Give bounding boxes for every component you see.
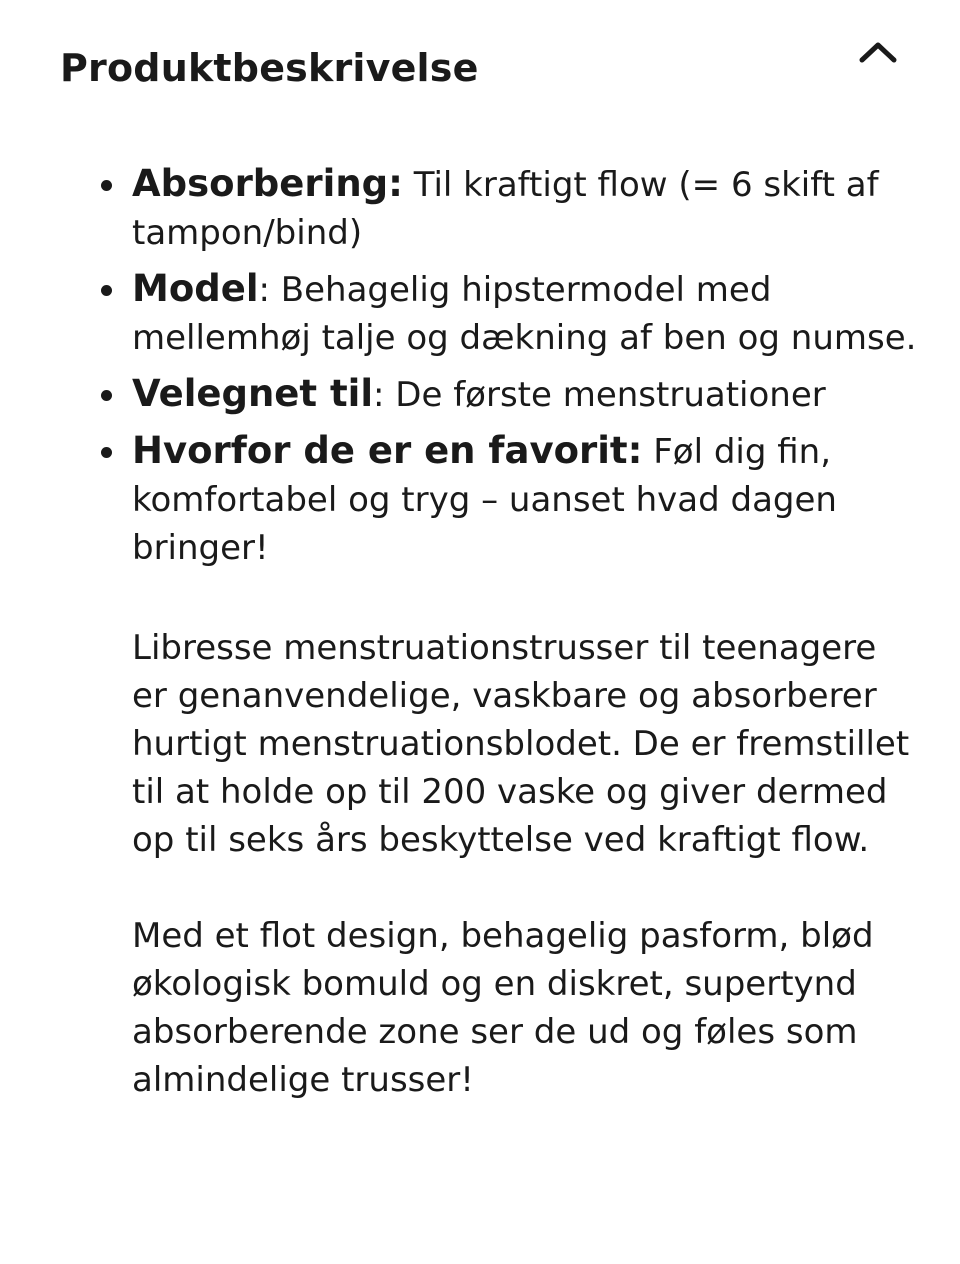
feature-label: Hvorfor de er en favorit:: [132, 429, 643, 472]
feature-list: [0, 160, 960, 572]
bullet-icon: [101, 390, 112, 401]
feature-label: Model: [132, 267, 259, 310]
feature-text: Til kraftigt flow (= 6 skift af tampon/bind): [132, 165, 879, 253]
feature-label: Absorbering:: [132, 162, 403, 205]
list-item: [0, 160, 960, 257]
feature-text: : Behagelig hipstermodel med mellemhøj talje og dækning af ben og numse.: [132, 270, 917, 358]
list-item: [0, 427, 960, 572]
description-paragraph: Med et flot design, behagelig pasform, blød økologisk bomuld og en diskret, supertynd absorberende zone ser de ud og føles som almindelige trusser!: [132, 916, 874, 1100]
bullet-icon: [101, 285, 112, 296]
list-item: [0, 265, 960, 362]
section-title: Produktbeskrivelse: [60, 46, 479, 90]
feature-label: Velegnet til: [132, 372, 374, 415]
feature-text: Føl dig fin, komfortabel og tryg – uanset hvad dagen bringer!: [132, 432, 837, 568]
description-paragraph: Libresse menstruationstrusser til teenagere er genanvendelige, vaskbare og absorberer hurtigt menstruationsblodet. De er fremstillet til at holde op til 200 vaske og giver dermed op til seks års beskyttelse ved kraftigt flow.: [132, 628, 910, 860]
product-description-content: [0, 160, 960, 1104]
list-item: [0, 370, 960, 419]
chevron-up-icon[interactable]: [852, 30, 904, 74]
feature-text: : De første menstruationer: [373, 375, 826, 415]
accordion-header[interactable]: [0, 0, 960, 130]
bullet-icon: [101, 447, 112, 458]
bullet-icon: [101, 180, 112, 191]
